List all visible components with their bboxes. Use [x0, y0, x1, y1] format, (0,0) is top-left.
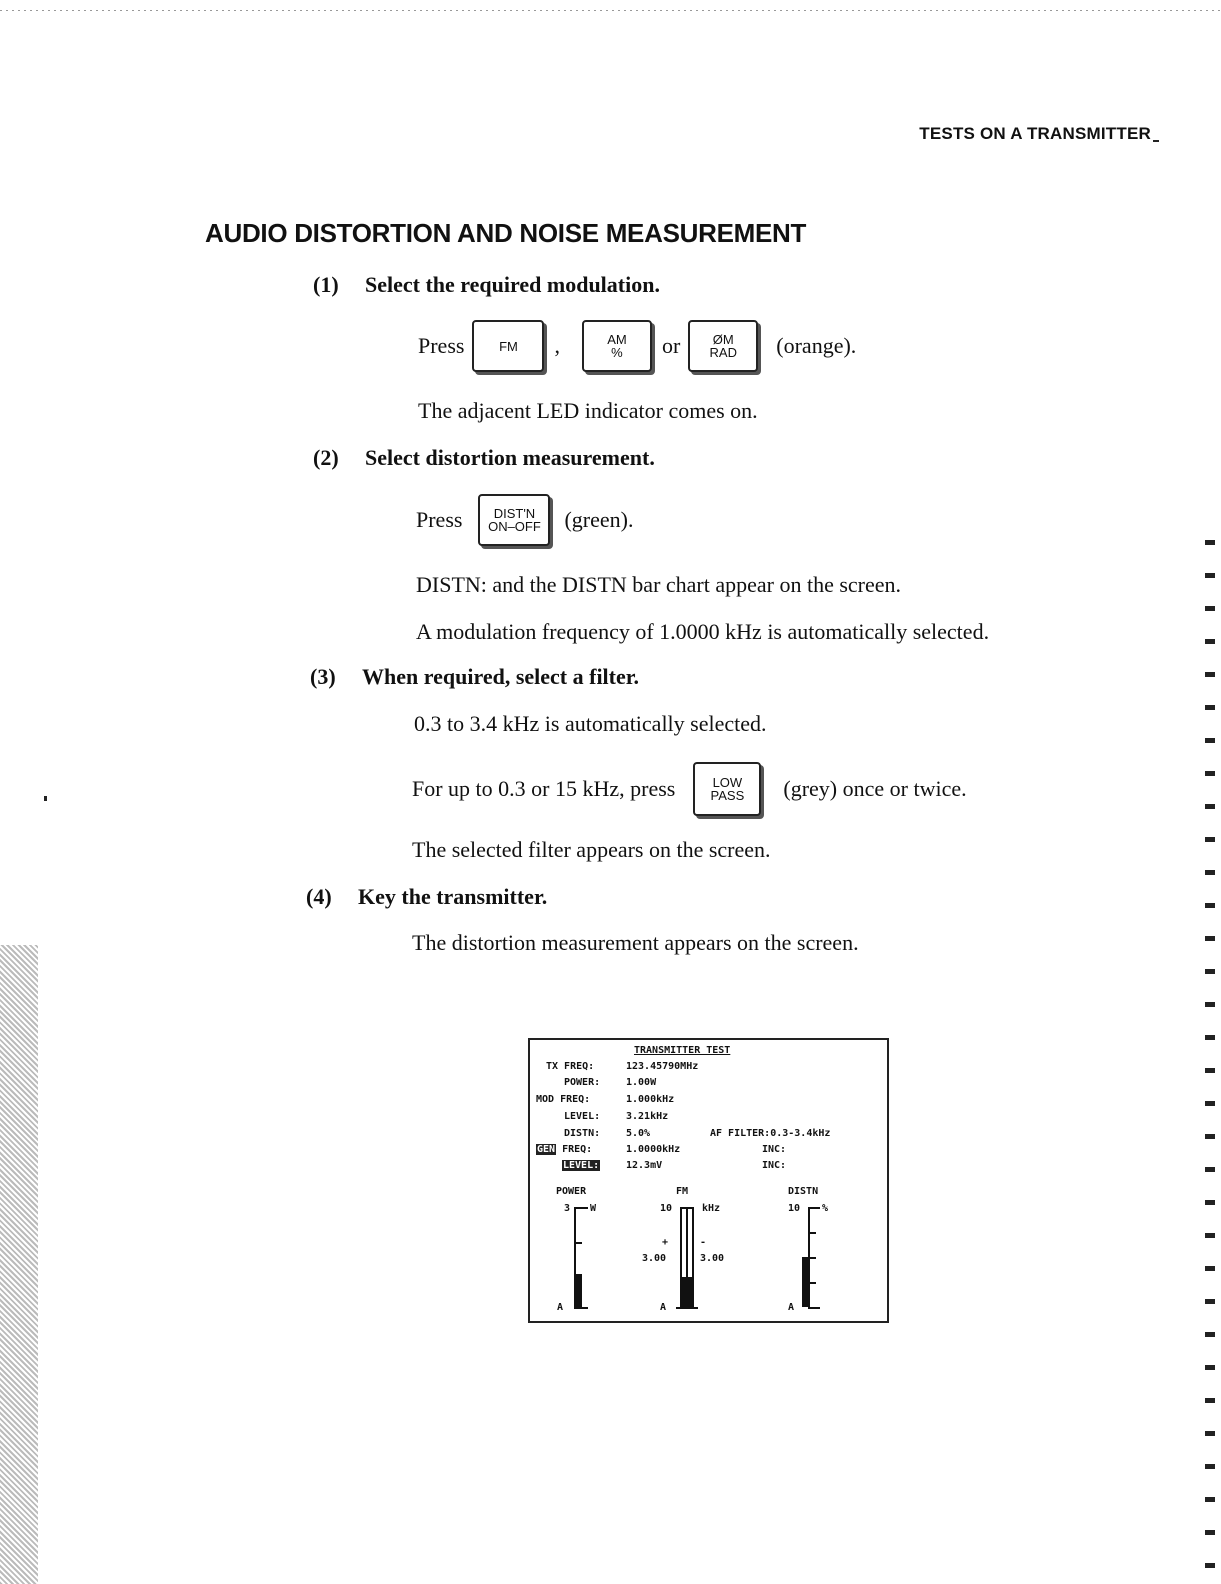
section-title: AUDIO DISTORTION AND NOISE MEASUREMENT [205, 218, 807, 248]
power-tick [576, 1242, 582, 1244]
edge-tab-mark [1205, 573, 1215, 578]
edge-tab-mark [1205, 1497, 1215, 1502]
gen-level-label [562, 1160, 600, 1171]
distn-label: DISTN: [564, 1128, 601, 1139]
fm-chart-title: FM [676, 1186, 689, 1197]
distn-base [808, 1307, 820, 1309]
press-label: Press [418, 333, 465, 358]
color-note: (green). [564, 507, 634, 532]
distn-tick [810, 1282, 816, 1284]
scan-top-edge [0, 10, 1221, 11]
step-4-heading [306, 884, 547, 910]
step-2-heading [313, 445, 655, 471]
af-filter: AF FILTER:0.3-3.4kHz [710, 1128, 831, 1139]
inc-2: INC: [762, 1160, 787, 1171]
edge-tab-mark [1205, 804, 1215, 809]
power-top-tick [574, 1207, 588, 1209]
step-number: (2) [313, 445, 339, 470]
gen-freq-value: 1.0000kHz [626, 1144, 681, 1155]
step-3-heading [310, 664, 639, 690]
power-value: 1.00W [626, 1077, 657, 1088]
am-key[interactable]: AM % [582, 320, 652, 372]
edge-tab-mark [1205, 903, 1215, 908]
distn-fill [802, 1257, 808, 1307]
edge-tab-mark [1205, 1299, 1215, 1304]
edge-tab-mark [1205, 1167, 1215, 1172]
mod-freq-value: 1.000kHz [626, 1094, 675, 1105]
edge-tab-mark [1205, 1035, 1215, 1040]
distn-value: 5.0% [626, 1128, 651, 1139]
edge-tab-mark [1205, 672, 1215, 677]
transmitter-test-screen [528, 1038, 889, 1323]
edge-tab-mark [1205, 1365, 1215, 1370]
power-chart-unit: W [590, 1203, 597, 1214]
tx-freq-label: TX FREQ: [546, 1061, 595, 1072]
fm-plus-sign: + [662, 1237, 669, 1248]
edge-tab-mark [1205, 738, 1215, 743]
edge-tab-mark [1205, 771, 1215, 776]
power-label: POWER: [564, 1077, 601, 1088]
step-text: When required, select a filter. [362, 664, 639, 689]
edge-tab-mark [1205, 969, 1215, 974]
power-chart-zero: A [557, 1302, 564, 1313]
gen-freq-label: GEN FREQ: [537, 1144, 593, 1155]
level-inverse-label: LEVEL: [563, 1160, 600, 1171]
edge-tab-mark [1205, 1134, 1215, 1139]
step-3-auto: 0.3 to 3.4 kHz is automatically selected. [414, 711, 767, 736]
distn-tick [810, 1257, 816, 1259]
edge-tab-mark [1205, 870, 1215, 875]
screen-title: TRANSMITTER TEST [634, 1045, 731, 1056]
fm-chart-unit: kHz [702, 1203, 721, 1214]
edge-tab-mark [1205, 1068, 1215, 1073]
edge-tab-mark [1205, 1200, 1215, 1205]
color-note: (orange). [776, 333, 857, 358]
fm-base [676, 1307, 698, 1309]
step-1-instruction [418, 320, 856, 372]
edge-tab-mark [1205, 1530, 1215, 1535]
fm-key[interactable]: FM [472, 320, 544, 372]
step-number: (1) [313, 272, 339, 297]
distortion-key[interactable]: DIST'N ON–OFF [478, 494, 550, 546]
edge-tab-mark [1205, 639, 1215, 644]
edge-tab-mark [1205, 1398, 1215, 1403]
step-2-result-2: A modulation frequency of 1.0000 kHz is automatically selected. [416, 619, 990, 644]
step-3-instruction [412, 762, 967, 816]
power-base [574, 1307, 588, 1309]
edge-tab-mark [1205, 1563, 1215, 1568]
edge-tab-mark [1205, 1464, 1215, 1469]
edge-tab-mark [1205, 1266, 1215, 1271]
fm-chart-max: 10 [660, 1203, 673, 1214]
instruction-tail: (grey) once or twice. [783, 776, 967, 801]
fm-fill-plus [680, 1277, 686, 1307]
step-text: Select distortion measurement. [365, 445, 655, 470]
power-fill [576, 1274, 582, 1307]
instruction-lead: For up to 0.3 or 15 kHz, press [412, 776, 676, 801]
fm-minus-value: 3.00 [700, 1253, 725, 1264]
press-label: Press [416, 507, 463, 532]
step-number: (3) [310, 664, 336, 689]
power-chart-title: POWER [556, 1186, 587, 1197]
distn-top-tick [808, 1207, 820, 1209]
step-text: Key the transmitter. [358, 884, 548, 909]
distn-tick [810, 1232, 816, 1234]
level-value: 3.21kHz [626, 1111, 669, 1122]
distn-chart-unit: % [822, 1203, 829, 1214]
step-1-result: The adjacent LED indicator comes on. [418, 398, 758, 423]
edge-tab-mark [1205, 936, 1215, 941]
step-text: Select the required modulation. [365, 272, 660, 297]
header-dash [1153, 140, 1159, 142]
phase-mod-key[interactable]: ØM RAD [688, 320, 758, 372]
scan-noise-left [0, 945, 38, 1584]
tx-freq-value: 123.45790MHz [626, 1061, 699, 1072]
level-label: LEVEL: [564, 1111, 601, 1122]
inc-1: INC: [762, 1144, 787, 1155]
edge-tab-mark [1205, 1332, 1215, 1337]
edge-tab-mark [1205, 1101, 1215, 1106]
fm-plus-value: 3.00 [642, 1253, 667, 1264]
step-4-result: The distortion measurement appears on the screen. [412, 930, 859, 955]
fm-chart-zero: A [660, 1302, 667, 1313]
edge-tab-mark [1205, 606, 1215, 611]
fm-minus-sign: - [700, 1237, 707, 1248]
edge-tab-mark [1205, 1002, 1215, 1007]
fm-fill-minus [688, 1277, 694, 1307]
step-number: (4) [306, 884, 332, 909]
comma: , [554, 333, 560, 358]
low-pass-key[interactable]: LOW PASS [693, 762, 761, 816]
distn-chart-zero: A [788, 1302, 795, 1313]
edge-tab-mark [1205, 1431, 1215, 1436]
step-2-instruction [416, 494, 633, 546]
power-chart-max: 3 [564, 1203, 571, 1214]
distn-chart-max: 10 [788, 1203, 801, 1214]
gen-level-value: 12.3mV [626, 1160, 663, 1171]
stray-mark [44, 796, 47, 801]
running-header: TESTS ON A TRANSMITTER [919, 124, 1151, 143]
step-2-result-1: DISTN: and the DISTN bar chart appear on the screen. [416, 572, 902, 597]
step-1-heading [313, 272, 660, 298]
distn-chart-title: DISTN [788, 1186, 819, 1197]
edge-tab-mark [1205, 1233, 1215, 1238]
edge-tab-mark [1205, 837, 1215, 842]
mod-freq-label: MOD FREQ: [536, 1094, 591, 1105]
edge-tab-mark [1205, 705, 1215, 710]
step-3-result: The selected filter appears on the screen. [412, 837, 771, 862]
edge-tab-mark [1205, 540, 1215, 545]
gen-inverse-label: GEN [537, 1144, 556, 1155]
or-label: or [661, 333, 681, 358]
